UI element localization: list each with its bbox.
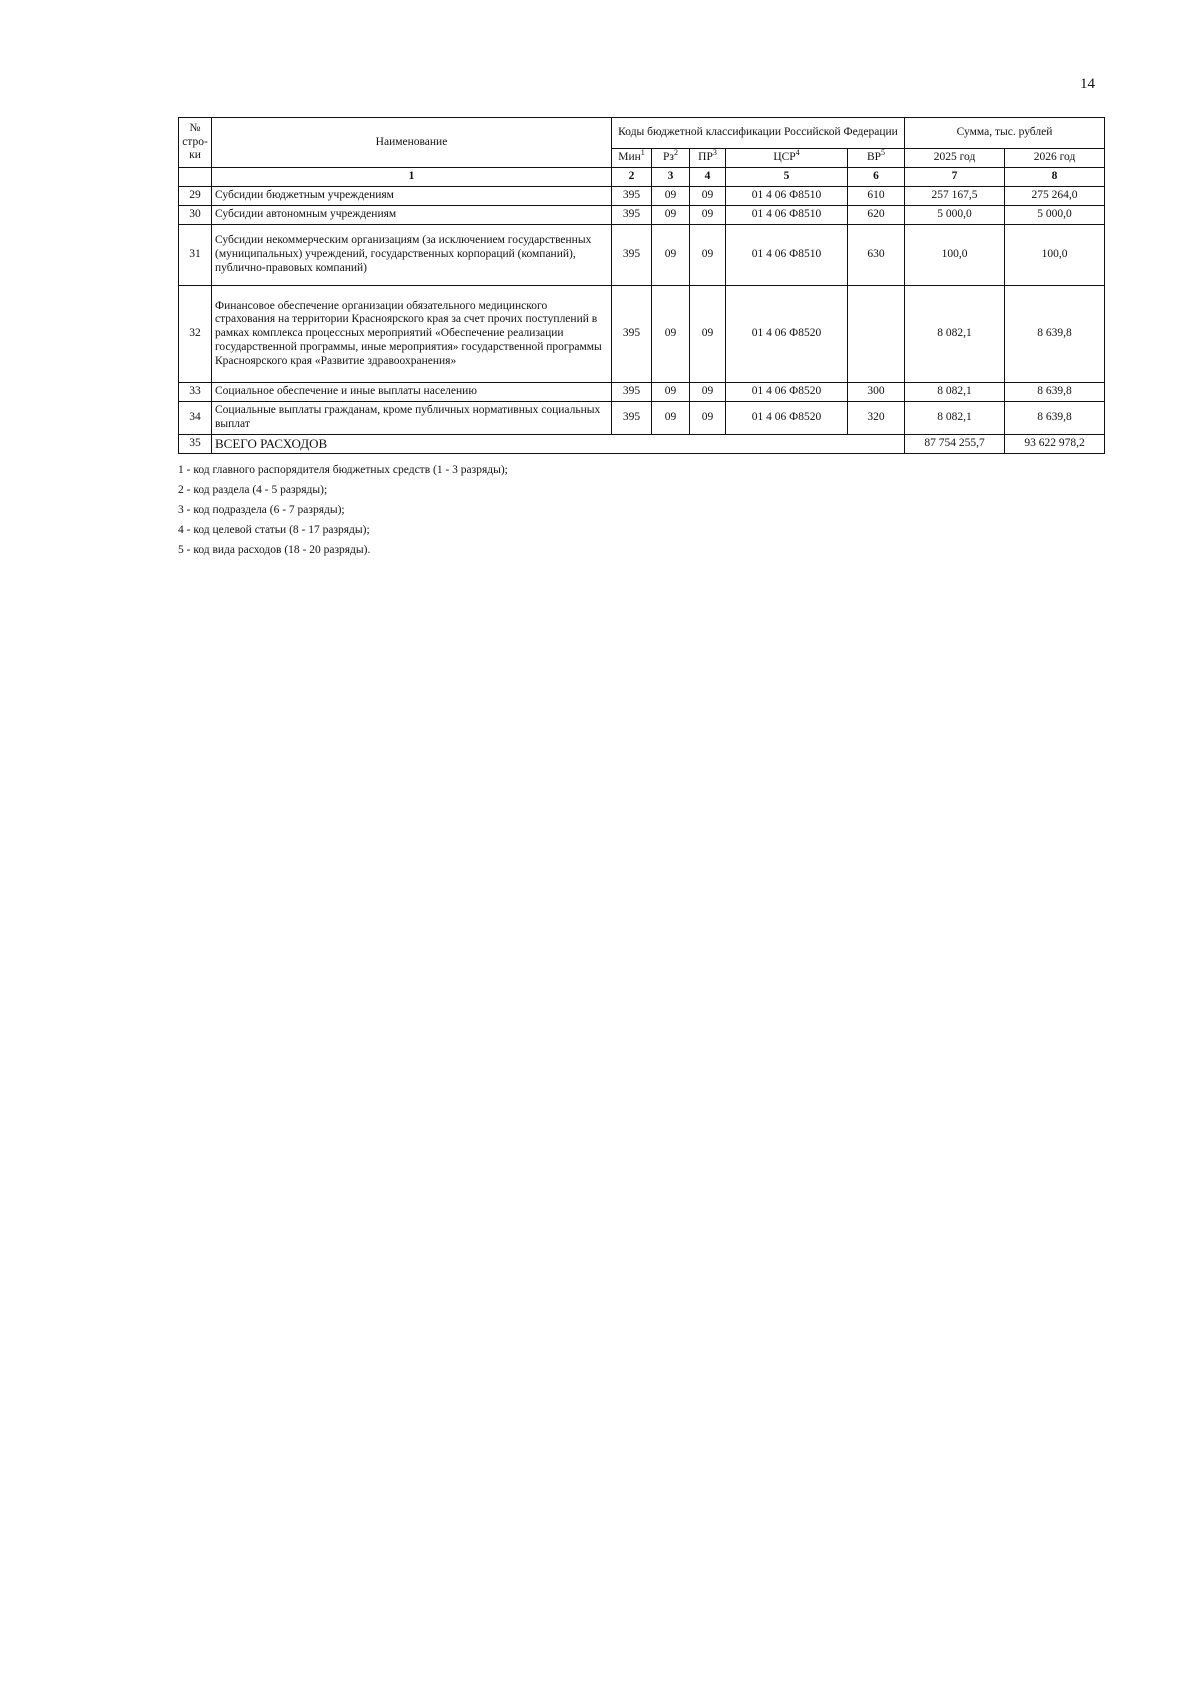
- header-col-vr: $ВР^5$: [848, 149, 905, 168]
- index-vr: 6: [848, 168, 905, 187]
- row-pr: 09: [690, 206, 726, 225]
- row-2025: 8 082,1: [905, 383, 1005, 402]
- table-row: [179, 286, 1105, 383]
- row-vr: 300: [848, 383, 905, 402]
- row-pr: 09: [690, 225, 726, 286]
- index-rz: 3: [652, 168, 690, 187]
- header-num-line2: стро-: [182, 135, 208, 148]
- total-2025: 87 754 255,7: [905, 435, 1005, 454]
- total-number: 35: [179, 435, 212, 454]
- total-row: [179, 435, 1105, 454]
- header-row-number: [179, 118, 212, 168]
- budget-table: [178, 117, 1105, 454]
- footnote-5: 5 - код вида расходов (18 - 20 разряды).: [178, 544, 371, 556]
- row-min: 395: [612, 402, 652, 435]
- index-num: [179, 168, 212, 187]
- index-csr: 5: [726, 168, 848, 187]
- row-rz: 09: [652, 206, 690, 225]
- footnote-4: 4 - код целевой статьи (8 - 17 разряды);: [178, 524, 370, 536]
- row-name: Социальное обеспечение и иные выплаты населению: [212, 383, 612, 402]
- header-col-min: Мин$^1$: [612, 149, 652, 168]
- footnotes: [178, 460, 508, 560]
- row-number: 34: [179, 402, 212, 435]
- header-col-pr: $ПР^3$: [690, 149, 726, 168]
- header-col-2025: 2025 год: [905, 149, 1005, 168]
- row-2025: 257 167,5: [905, 187, 1005, 206]
- header-num-line1: №: [189, 121, 201, 134]
- row-name: Финансовое обеспечение организации обязательного медицинского страхования на территории Красноярского края за счет прочих поступлений в рамках комплекса процессных мероприятий «Обеспечение реализации государственной программы, иные мероприятия» государственной программы Красноярского края «Развитие здравоохранения»: [212, 286, 612, 383]
- row-2025: 8 082,1: [905, 402, 1005, 435]
- row-number: 29: [179, 187, 212, 206]
- row-vr: 630: [848, 225, 905, 286]
- table-row: [179, 383, 1105, 402]
- row-2025: 100,0: [905, 225, 1005, 286]
- row-csr: 01 4 06 Ф8520: [726, 286, 848, 383]
- page-number: 14: [1080, 76, 1095, 92]
- row-min: 395: [612, 383, 652, 402]
- row-name: Субсидии некоммерческим организациям (за исключением государственных (муниципальных) учреждений, государственных корпораций (компаний), публично-правовых компаний): [212, 225, 612, 286]
- row-csr: 01 4 06 Ф8510: [726, 187, 848, 206]
- row-2026: 275 264,0: [1005, 187, 1105, 206]
- row-name: Субсидии бюджетным учреждениям: [212, 187, 612, 206]
- table-row: [179, 187, 1105, 206]
- index-2026: 8: [1005, 168, 1105, 187]
- row-rz: 09: [652, 286, 690, 383]
- row-2026: 8 639,8: [1005, 402, 1105, 435]
- row-pr: 09: [690, 402, 726, 435]
- row-2025: 5 000,0: [905, 206, 1005, 225]
- row-rz: 09: [652, 402, 690, 435]
- row-number: 32: [179, 286, 212, 383]
- header-index-row: [179, 168, 1105, 187]
- row-name: Субсидии автономным учреждениям: [212, 206, 612, 225]
- row-min: 395: [612, 225, 652, 286]
- row-vr: 610: [848, 187, 905, 206]
- index-2025: 7: [905, 168, 1005, 187]
- row-vr: 320: [848, 402, 905, 435]
- row-rz: 09: [652, 225, 690, 286]
- row-vr: 620: [848, 206, 905, 225]
- row-min: 395: [612, 286, 652, 383]
- footnote-1: 1 - код главного распорядителя бюджетных средств (1 - 3 разряды);: [178, 464, 508, 476]
- row-pr: 09: [690, 187, 726, 206]
- header-codes-group: Коды бюджетной классификации Российской Федерации: [612, 118, 905, 149]
- row-number: 31: [179, 225, 212, 286]
- row-name: Социальные выплаты гражданам, кроме публичных нормативных социальных выплат: [212, 402, 612, 435]
- header-num-line3: ки: [189, 149, 201, 162]
- footnote-3: 3 - код подраздела (6 - 7 разряды);: [178, 504, 345, 516]
- index-pr: 4: [690, 168, 726, 187]
- row-rz: 09: [652, 187, 690, 206]
- row-number: 30: [179, 206, 212, 225]
- row-csr: 01 4 06 Ф8520: [726, 402, 848, 435]
- row-2026: 100,0: [1005, 225, 1105, 286]
- row-csr: 01 4 06 Ф8520: [726, 383, 848, 402]
- header-col-csr: ЦСР$^4$: [726, 149, 848, 168]
- row-min: 395: [612, 206, 652, 225]
- total-label: ВСЕГО РАСХОДОВ: [212, 435, 905, 454]
- row-vr: [848, 286, 905, 383]
- header-row-1: [179, 118, 1105, 149]
- row-2025: 8 082,1: [905, 286, 1005, 383]
- row-pr: 09: [690, 383, 726, 402]
- row-2026: 8 639,8: [1005, 286, 1105, 383]
- row-min: 395: [612, 187, 652, 206]
- row-rz: 09: [652, 383, 690, 402]
- row-csr: 01 4 06 Ф8510: [726, 225, 848, 286]
- total-2026: 93 622 978,2: [1005, 435, 1105, 454]
- header-sum-group: Сумма, тыс. рублей: [905, 118, 1105, 149]
- table-row: [179, 402, 1105, 435]
- row-2026: 8 639,8: [1005, 383, 1105, 402]
- footnote-2: 2 - код раздела (4 - 5 разряды);: [178, 484, 328, 496]
- header-col-2026: 2026 год: [1005, 149, 1105, 168]
- header-col-rz: $Рз^2$: [652, 149, 690, 168]
- table-row: [179, 206, 1105, 225]
- table-row: [179, 225, 1105, 286]
- header-name: Наименование: [212, 118, 612, 168]
- row-pr: 09: [690, 286, 726, 383]
- index-min: 2: [612, 168, 652, 187]
- row-number: 33: [179, 383, 212, 402]
- row-2026: 5 000,0: [1005, 206, 1105, 225]
- index-name: 1: [212, 168, 612, 187]
- row-csr: 01 4 06 Ф8510: [726, 206, 848, 225]
